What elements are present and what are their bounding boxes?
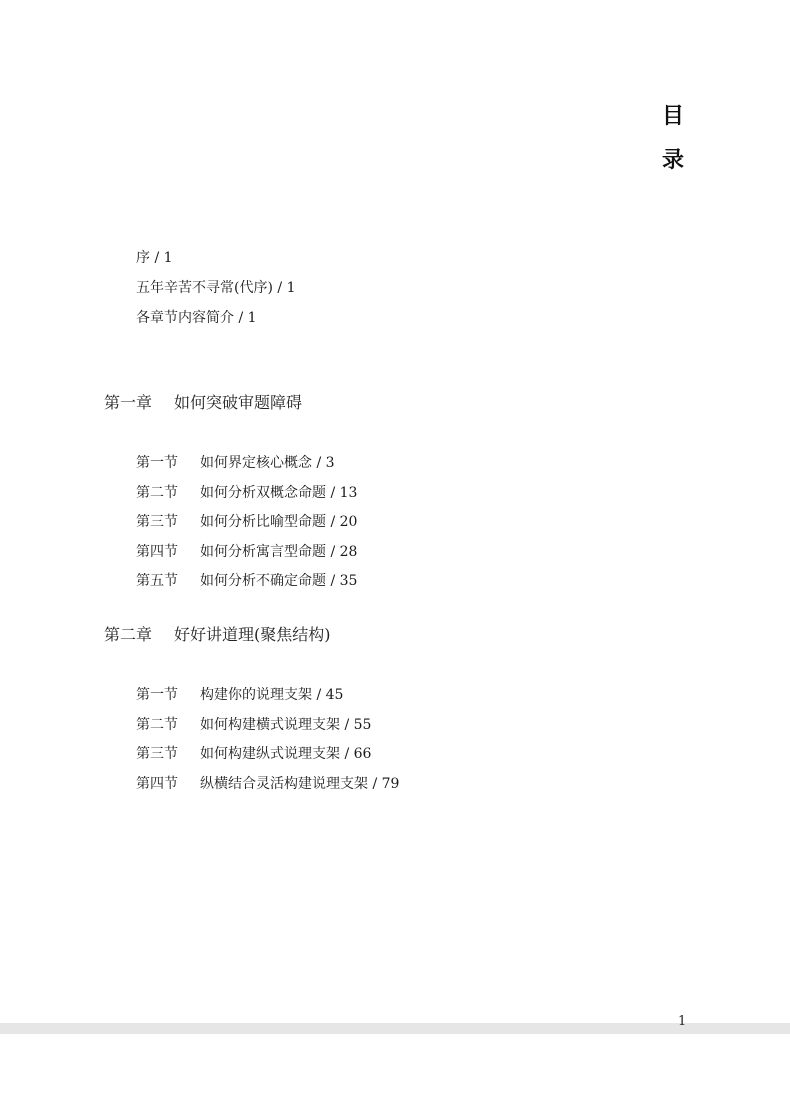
chapter-title: 好好讲道理(聚焦结构) <box>174 625 331 644</box>
section-title: 如何分析寓言型命题 <box>200 543 326 560</box>
toc-section-entry[interactable]: 第一节 如何界定核心概念 / 3 <box>136 450 357 480</box>
toc-section-entry[interactable]: 第三节 如何构建纵式说理支架 / 66 <box>136 741 399 771</box>
section-page: 28 <box>339 543 358 560</box>
section-number: 第二节 <box>136 716 178 733</box>
section-title: 如何分析双概念命题 <box>200 484 326 501</box>
page-number: 1 <box>678 1014 687 1029</box>
chapter-number: 第一章 <box>104 393 153 412</box>
section-list <box>136 450 357 598</box>
section-number: 第二节 <box>136 484 178 501</box>
section-title: 如何构建纵式说理支架 <box>200 746 340 762</box>
entry-title: 五年辛苦不寻常(代序) <box>136 280 273 296</box>
section-page: 35 <box>339 573 358 589</box>
entry-page: 1 <box>247 310 257 326</box>
chapter-1 <box>104 390 357 598</box>
entry-title: 序 <box>136 250 150 266</box>
front-matter-list <box>136 244 295 334</box>
toc-title-char-2: 录 <box>662 148 685 173</box>
entry-page: 1 <box>286 280 296 296</box>
section-title: 如何分析不确定命题 <box>200 573 326 589</box>
toc-section-entry[interactable]: 第二节 如何分析双概念命题 / 13 <box>136 480 357 510</box>
chapter-2 <box>104 622 399 800</box>
toc-section-entry[interactable]: 第五节 如何分析不确定命题 / 35 <box>136 568 357 598</box>
section-title: 如何构建横式说理支架 <box>200 716 340 733</box>
toc-entry-preface[interactable]: 序 / 1 <box>136 250 173 266</box>
section-page: 20 <box>339 514 358 530</box>
toc-section-entry[interactable]: 第二节 如何构建横式说理支架 / 55 <box>136 712 399 742</box>
entry-title: 各章节内容简介 <box>136 310 234 326</box>
toc-section-entry[interactable]: 第四节 纵横结合灵活构建说理支架 / 79 <box>136 771 399 801</box>
section-number: 第一节 <box>136 455 178 471</box>
section-number: 第五节 <box>136 573 178 589</box>
section-number: 第三节 <box>136 514 178 530</box>
chapter-title: 如何突破审题障碍 <box>174 393 303 412</box>
section-page: 55 <box>353 716 372 733</box>
section-number: 第一节 <box>136 687 178 703</box>
toc-section-entry[interactable]: 第四节 如何分析寓言型命题 / 28 <box>136 539 357 569</box>
toc-entry-summary[interactable]: 各章节内容简介 / 1 <box>136 310 257 326</box>
section-title: 如何分析比喻型命题 <box>200 514 326 530</box>
section-page: 66 <box>353 746 372 762</box>
section-page: 45 <box>325 687 344 703</box>
section-page: 13 <box>339 484 358 501</box>
section-list <box>136 682 399 800</box>
toc-section-entry[interactable]: 第一节 构建你的说理支架 / 45 <box>136 682 399 712</box>
section-number: 第四节 <box>136 543 178 560</box>
footer-bar <box>0 1023 790 1034</box>
section-page: 3 <box>325 455 335 471</box>
section-title: 如何界定核心概念 <box>200 455 312 471</box>
section-title: 纵横结合灵活构建说理支架 <box>200 775 368 792</box>
toc-title-char-1: 目 <box>662 104 685 129</box>
chapter-number: 第二章 <box>104 625 153 644</box>
section-title: 构建你的说理支架 <box>200 687 312 703</box>
entry-page: 1 <box>163 250 173 266</box>
section-number: 第三节 <box>136 746 178 762</box>
toc-entry-foreword[interactable]: 五年辛苦不寻常(代序) / 1 <box>136 280 296 296</box>
chapter-heading[interactable] <box>104 390 357 418</box>
section-number: 第四节 <box>136 775 178 792</box>
section-page: 79 <box>381 775 400 792</box>
toc-section-entry[interactable]: 第三节 如何分析比喻型命题 / 20 <box>136 509 357 539</box>
chapter-heading[interactable] <box>104 622 399 650</box>
